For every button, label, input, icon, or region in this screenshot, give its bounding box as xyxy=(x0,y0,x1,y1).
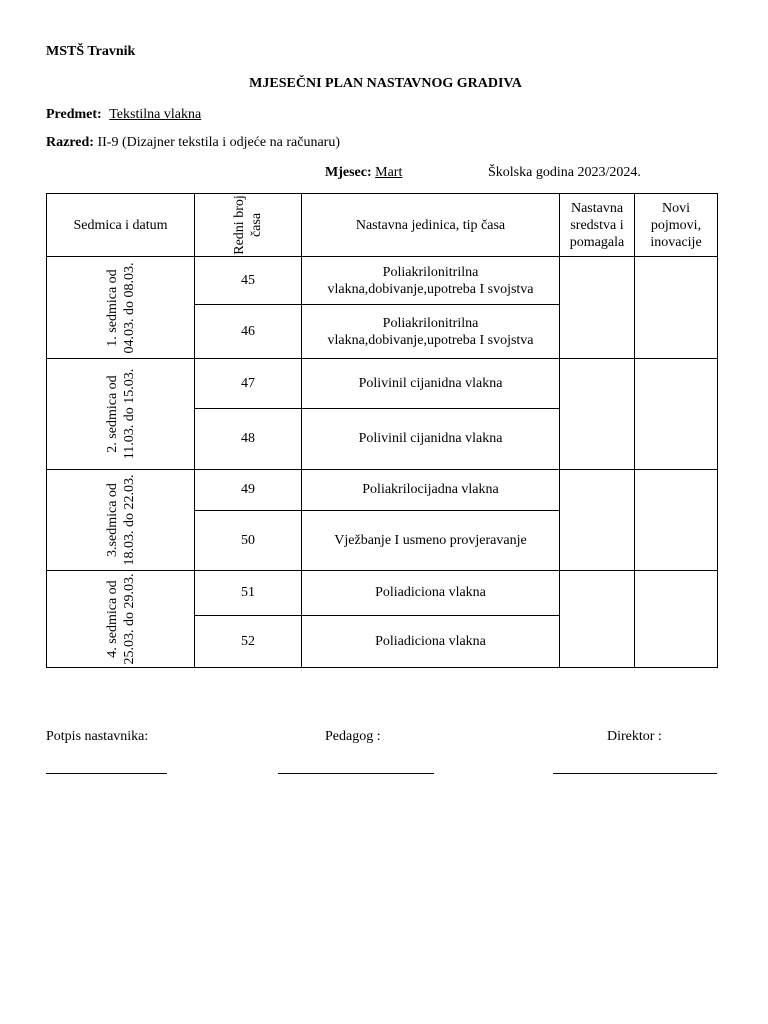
week-dates: 18.03. do 22.03. xyxy=(121,474,137,566)
class-line xyxy=(46,135,340,151)
week-label: 2. sedmica od xyxy=(104,375,120,453)
tools-cell xyxy=(560,359,635,469)
lesson-number: 51 xyxy=(195,570,302,615)
lesson-number: 49 xyxy=(195,469,302,510)
week-cell xyxy=(47,359,195,469)
week-label: 1. sedmica od xyxy=(104,269,120,347)
header-lesson-no xyxy=(195,194,302,257)
new-concepts-cell xyxy=(635,359,718,469)
page-title: MJESEČNI PLAN NASTAVNOG GRADIVA xyxy=(249,76,522,91)
new-concepts-cell xyxy=(635,257,718,359)
lesson-number: 50 xyxy=(195,510,302,570)
lesson-number: 48 xyxy=(195,409,302,469)
header-new-concepts xyxy=(635,194,718,257)
school-year: Školska godina 2023/2024. xyxy=(488,165,641,180)
lesson-unit: Polivinil cijanidna vlakna xyxy=(302,359,560,409)
header-lesson-no-line2: časa xyxy=(249,213,264,238)
month-line xyxy=(325,165,406,181)
lesson-number: 45 xyxy=(195,257,302,305)
lesson-plan-table xyxy=(46,193,718,668)
unit-line: vlakna,dobivanje,upotreba I svojstva xyxy=(327,332,534,348)
lesson-unit: Poliakrilocijadna vlakna xyxy=(302,469,560,510)
director-signature-line xyxy=(553,773,717,774)
header-unit: Nastavna jedinica, tip časa xyxy=(302,194,560,257)
header-tools-line1: Nastavna xyxy=(570,200,624,216)
subject-line xyxy=(46,107,201,123)
month-value: Mart xyxy=(375,165,403,180)
director-signature-label: Direktor : xyxy=(607,729,662,744)
pedagogue-signature-line xyxy=(278,773,434,774)
lesson-unit: Polivinil cijanidna vlakna xyxy=(302,409,560,469)
lesson-number: 52 xyxy=(195,615,302,667)
lesson-unit xyxy=(302,305,560,359)
new-concepts-cell xyxy=(635,570,718,667)
class-label: Razred: xyxy=(46,135,94,150)
week-cell xyxy=(47,570,195,667)
unit-line: vlakna,dobivanje,upotreba I svojstva xyxy=(327,281,534,297)
header-new-line3: inovacije xyxy=(650,234,702,250)
class-value: II-9 (Dizajner tekstila i odjeće na računaru) xyxy=(97,135,340,150)
week-cell xyxy=(47,469,195,570)
header-row xyxy=(47,194,718,257)
header-lesson-no-line1: Redni broj xyxy=(232,195,247,255)
lesson-unit: Poliadiciona vlakna xyxy=(302,615,560,667)
table-row xyxy=(47,469,718,510)
week-cell xyxy=(47,257,195,359)
month-label: Mjesec: xyxy=(325,165,372,180)
week-dates: 25.03. do 29.03. xyxy=(121,573,137,665)
header-tools xyxy=(560,194,635,257)
lesson-number: 46 xyxy=(195,305,302,359)
lesson-unit: Vježbanje I usmeno provjeravanje xyxy=(302,510,560,570)
header-tools-line2: sredstva i xyxy=(570,217,624,233)
lesson-unit xyxy=(302,257,560,305)
tools-cell xyxy=(560,257,635,359)
table-row xyxy=(47,570,718,615)
week-label: 4. sedmica od xyxy=(104,580,120,658)
week-label: 3.sedmica od xyxy=(104,482,120,557)
teacher-signature-label: Potpis nastavnika: xyxy=(46,729,149,744)
lesson-number: 47 xyxy=(195,359,302,409)
table-row xyxy=(47,257,718,305)
teacher-signature-line xyxy=(46,773,167,774)
school-name: MSTŠ Travnik xyxy=(46,44,136,59)
tools-cell xyxy=(560,570,635,667)
subject-label: Predmet: xyxy=(46,107,102,122)
header-new-line1: Novi xyxy=(662,200,690,216)
subject-value: Tekstilna vlakna xyxy=(109,107,202,122)
unit-line: Poliakrilonitrilna xyxy=(382,264,479,280)
unit-line: Poliakrilonitrilna xyxy=(382,315,479,331)
week-dates: 11.03. do 15.03. xyxy=(121,368,137,460)
header-week: Sedmica i datum xyxy=(47,194,195,257)
header-new-line2: pojmovi, xyxy=(650,217,702,233)
tools-cell xyxy=(560,469,635,570)
new-concepts-cell xyxy=(635,469,718,570)
lesson-unit: Poliadiciona vlakna xyxy=(302,570,560,615)
pedagogue-signature-label: Pedagog : xyxy=(325,729,381,744)
week-dates: 04.03. do 08.03. xyxy=(121,262,137,354)
table-row xyxy=(47,359,718,409)
header-tools-line3: pomagala xyxy=(569,234,625,250)
